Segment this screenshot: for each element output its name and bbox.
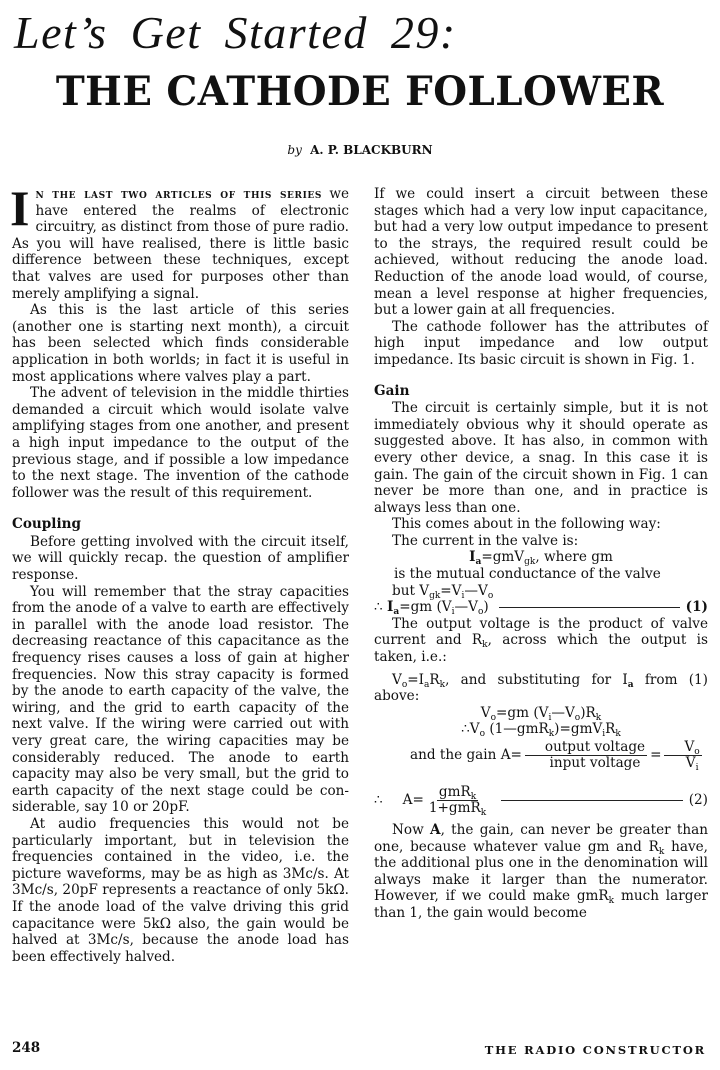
eq-sub: o bbox=[694, 747, 700, 757]
byline-prefix: by bbox=[287, 143, 302, 157]
fraction-output-input bbox=[525, 740, 647, 771]
paragraph bbox=[374, 616, 708, 666]
eq-text: = bbox=[650, 747, 662, 763]
eq-sub: o bbox=[479, 729, 485, 740]
intro-paragraph bbox=[10, 180, 350, 302]
paragraph: If we could insert a circuit between these stages which had a very low input capacitance, but had a very low output impedance to present to the strays, the required result could be achieved, without reducing the anode load. Reduction of the anode load would, of course, mean a level response at higher frequencies, but a lower gain at all frequencies. bbox=[374, 186, 708, 319]
paragraph: The circuit is certainly simple, but it is not immediately obvious why it should operate as suggested above. It has also, in common with every other device, a snag. In this case it is gain. The gain of the circuit shown in Fig. 1 can never be more than one, and in practice is always less than one. bbox=[374, 400, 708, 516]
eq-sub: i bbox=[461, 590, 465, 601]
eq-text: R bbox=[429, 671, 440, 688]
eq-text: —V bbox=[454, 599, 478, 616]
eq-text: )R bbox=[580, 704, 596, 721]
eq-sub: k bbox=[480, 808, 487, 818]
therefore-symbol: ∴ bbox=[374, 792, 383, 808]
fraction-vo-vi bbox=[664, 740, 701, 771]
therefore-symbol: ∴ bbox=[374, 599, 387, 616]
equation-number: (2) bbox=[688, 792, 708, 809]
equation-1 bbox=[374, 599, 708, 616]
eq-text: R bbox=[605, 721, 616, 738]
equation-ia bbox=[374, 549, 708, 566]
left-column bbox=[10, 180, 350, 965]
eq-sub: a bbox=[627, 679, 634, 690]
eq-text: I bbox=[469, 549, 476, 566]
paragraph: The cathode follower has the attributes of high input impedance and low output impedance. Its basic circuit is shown in Fig. 1. bbox=[374, 318, 708, 368]
eq-sub: o bbox=[477, 607, 484, 618]
numerator: gmR bbox=[438, 784, 471, 800]
eq-sub: a bbox=[393, 607, 400, 618]
equation-gain bbox=[374, 740, 708, 771]
eq-text: =gm (V bbox=[399, 599, 452, 616]
intro-smallcaps: n the last two articles of this series bbox=[35, 186, 322, 201]
drop-cap: I bbox=[10, 180, 30, 236]
eq-sub: i bbox=[602, 729, 606, 740]
paragraph bbox=[374, 822, 708, 922]
eq-text: =gm (V bbox=[496, 704, 549, 721]
eq-text: ∴V bbox=[461, 721, 480, 738]
eq-text: —V bbox=[464, 582, 488, 599]
eq-text: V bbox=[392, 671, 402, 688]
article-title: THE CATHODE FOLLOWER bbox=[55, 68, 665, 115]
eq-text: =I bbox=[407, 671, 425, 688]
eq-sub: a bbox=[475, 557, 482, 568]
denominator: 1+gmR bbox=[428, 800, 481, 816]
equation-vgk bbox=[374, 583, 708, 600]
eq-sub: gk bbox=[524, 557, 536, 568]
series-title: Let’s Get Started 29: bbox=[14, 7, 457, 58]
eq-text: , where gm bbox=[535, 549, 613, 566]
eq-sub: gk bbox=[429, 590, 441, 601]
eq-sub: o bbox=[490, 712, 497, 723]
section-heading-coupling: Coupling bbox=[12, 516, 81, 533]
section-heading-gain: Gain bbox=[374, 382, 410, 399]
paragraph: Before getting involved with the circuit itself, we will quickly recap. the question of amplifier response. bbox=[12, 533, 349, 584]
eq-sub: i bbox=[451, 607, 455, 618]
eq-sub: a bbox=[424, 679, 430, 690]
intro-text: we have entered the realms of electronic circuitry, as distinct from those of pure radio. As you will have realised, there is little basic difference between these techniques, except that valves are used for purposes other than merely amplifying a signal. bbox=[12, 186, 350, 302]
equation-vo bbox=[374, 705, 708, 722]
text: , across which the output is taken, i.e.: bbox=[374, 632, 708, 666]
eq-text: (1—gmR bbox=[485, 721, 549, 738]
paragraph: is the mutual conductance of the valve bbox=[394, 566, 661, 583]
paragraph: The current in the valve is: bbox=[392, 532, 579, 549]
eq-sub: k bbox=[608, 896, 615, 907]
paragraph: This comes about in the following way: bbox=[392, 516, 661, 533]
numerator: V bbox=[684, 739, 695, 755]
eq-sub: i bbox=[695, 763, 699, 773]
text: , the gain, can never be greater than one, because whatever value gm and R bbox=[374, 822, 708, 855]
text: , and substituting for I bbox=[445, 671, 628, 688]
eq-sub: o bbox=[487, 590, 494, 601]
text: much larger than 1, the gain would become bbox=[374, 888, 709, 921]
eq-text: =gmV bbox=[481, 549, 525, 566]
denominator: V bbox=[685, 755, 696, 771]
eq-text: )=gmV bbox=[554, 721, 603, 738]
paragraph: The advent of television in the middle thirties demanded a circuit which would isolate valve amplifying stages from one another, and present a high input impedance to the output of the previous stage, and if possible a low impedance to the next stage. The invention of the cathode follower was the result of this requirement. bbox=[12, 385, 349, 501]
eq-text: =V bbox=[440, 582, 462, 599]
paragraph: As this is the last article of this series (another one is starting next month), a circuit has been selected which finds considerable application in both worlds; in fact it is useful in most applications where valves play a part. bbox=[12, 302, 349, 385]
denominator: input voltage bbox=[549, 755, 641, 771]
text: have, the additional plus one in the denomination will always make it larger than the numerator. However, if we could make gmR bbox=[374, 838, 708, 905]
eq-sub: k bbox=[595, 712, 602, 723]
page-number: 248 bbox=[12, 1040, 41, 1056]
text: The output voltage is the product of valve current and R bbox=[374, 615, 708, 649]
fraction-gain bbox=[427, 785, 488, 816]
equation-leader-line bbox=[499, 607, 680, 608]
paragraph: You will remember that the stray capacities from the anode of a valve to earth are effectively in parallel with the anode load resistor. The decreasing reactance of this capacitance as the frequency rises causes a loss of gain at higher frequencies. Now this stray capacity is formed by the anode to earth capacity of the valve, the wiring, and the grid to earth capacity of the next valve. If the wiring were carried out with very great care, the wiring capacities may be considerably reduced. The anode to earth capacity may also be very small, but the grid to earth capacity of the next stage could be considerable, say 10 or 20pF. bbox=[12, 583, 349, 816]
eq-text: I bbox=[386, 599, 394, 616]
eq-text: and the gain A= bbox=[410, 747, 522, 763]
text: Now bbox=[392, 822, 430, 838]
equation-number: (1) bbox=[685, 599, 708, 616]
eq-sub: k bbox=[439, 679, 446, 690]
eq-text: but V bbox=[392, 582, 430, 599]
byline bbox=[0, 143, 720, 157]
eq-sub: i bbox=[548, 712, 552, 723]
numerator: output voltage bbox=[525, 740, 647, 756]
right-column bbox=[374, 186, 708, 922]
text: A bbox=[430, 822, 441, 838]
eq-sub: k bbox=[482, 640, 488, 651]
paragraph: At audio frequencies this would not be particularly important, but in television the frequencies contained in the video, i.e. the picture waveforms, may be as high as 3Mc/s. At 3Mc/s, 20pF represents a reactance of only 5kΩ. If the anode load of the valve driving this grid capacitance were 5kΩ also, the gain would be halved at 3Mc/s, because the anode load has been effectively halved. bbox=[12, 815, 349, 965]
paragraph bbox=[374, 672, 708, 705]
equation-leader-line bbox=[501, 800, 683, 801]
equation-2 bbox=[374, 785, 708, 816]
eq-sub: k bbox=[548, 729, 555, 740]
eq-sub: o bbox=[401, 679, 408, 690]
eq-sub: o bbox=[574, 712, 581, 723]
author-name: A. P. BLACKBURN bbox=[310, 143, 433, 157]
eq-sub: k bbox=[615, 729, 621, 740]
eq-text: ) bbox=[483, 599, 489, 616]
equation-vo-2 bbox=[374, 721, 708, 738]
eq-text: V bbox=[480, 704, 491, 721]
publication-name: THE RADIO CONSTRUCTOR bbox=[484, 1043, 706, 1057]
eq-sub: k bbox=[470, 792, 477, 802]
eq-text: A= bbox=[402, 792, 424, 808]
text: from (1) above: bbox=[374, 671, 708, 705]
eq-sub: k bbox=[658, 846, 665, 857]
eq-text: —V bbox=[551, 704, 575, 721]
